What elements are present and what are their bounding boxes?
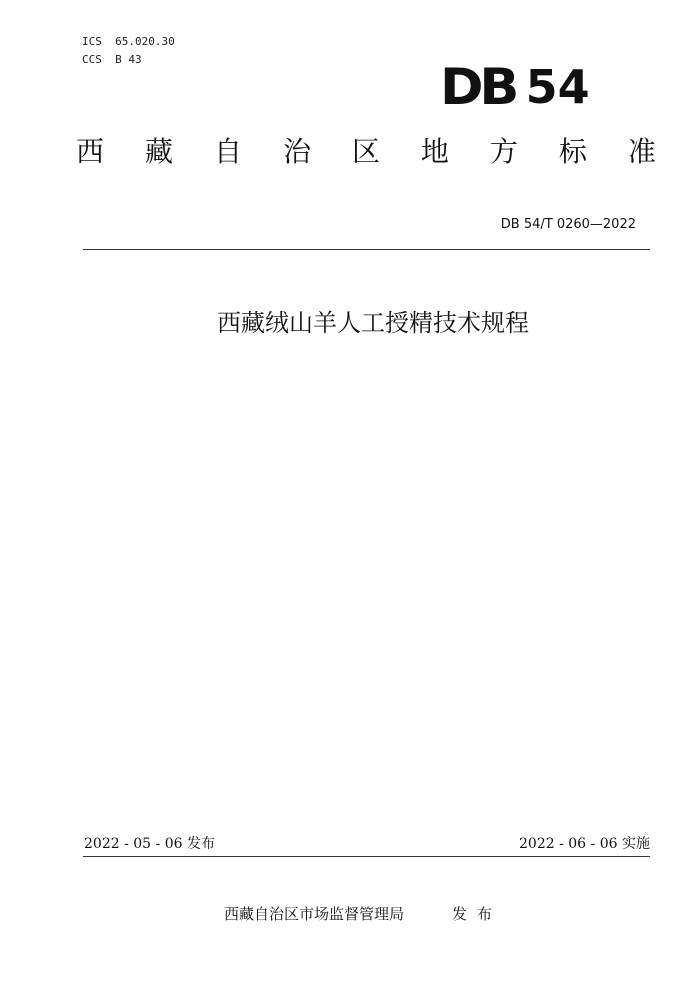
db-logo: [440, 58, 590, 116]
standard-type-char: 治: [282, 135, 311, 168]
issue-date: 2022 - 05 - 06 发布: [84, 836, 215, 852]
document-title: 西藏绒山羊人工授精技术规程: [217, 309, 529, 337]
standard-type-char: 方: [489, 135, 518, 168]
ccs-code: CCS B 43: [82, 53, 142, 66]
standard-type-char: 自: [213, 135, 242, 168]
standard-type-char: 标: [558, 135, 587, 168]
standard-type-char: 藏: [144, 135, 173, 168]
publish-label: 发布: [452, 905, 503, 923]
standard-type-char: 区: [351, 135, 380, 168]
bottom-divider: [83, 856, 650, 857]
standard-type-char: 地: [420, 135, 449, 168]
standard-type-char: 准: [627, 135, 656, 168]
top-divider: [83, 249, 650, 250]
standard-number: DB 54/T 0260—2022: [500, 217, 636, 232]
standard-type-heading: [76, 134, 656, 170]
logo-prefix: DB: [440, 58, 516, 116]
standard-type-char: 西: [76, 135, 105, 168]
ics-code: ICS 65.020.30: [82, 35, 175, 48]
publisher-name: 西藏自治区市场监督管理局: [224, 905, 405, 923]
implementation-date: 2022 - 06 - 06 实施: [519, 836, 650, 852]
logo-number: 54: [525, 60, 590, 114]
